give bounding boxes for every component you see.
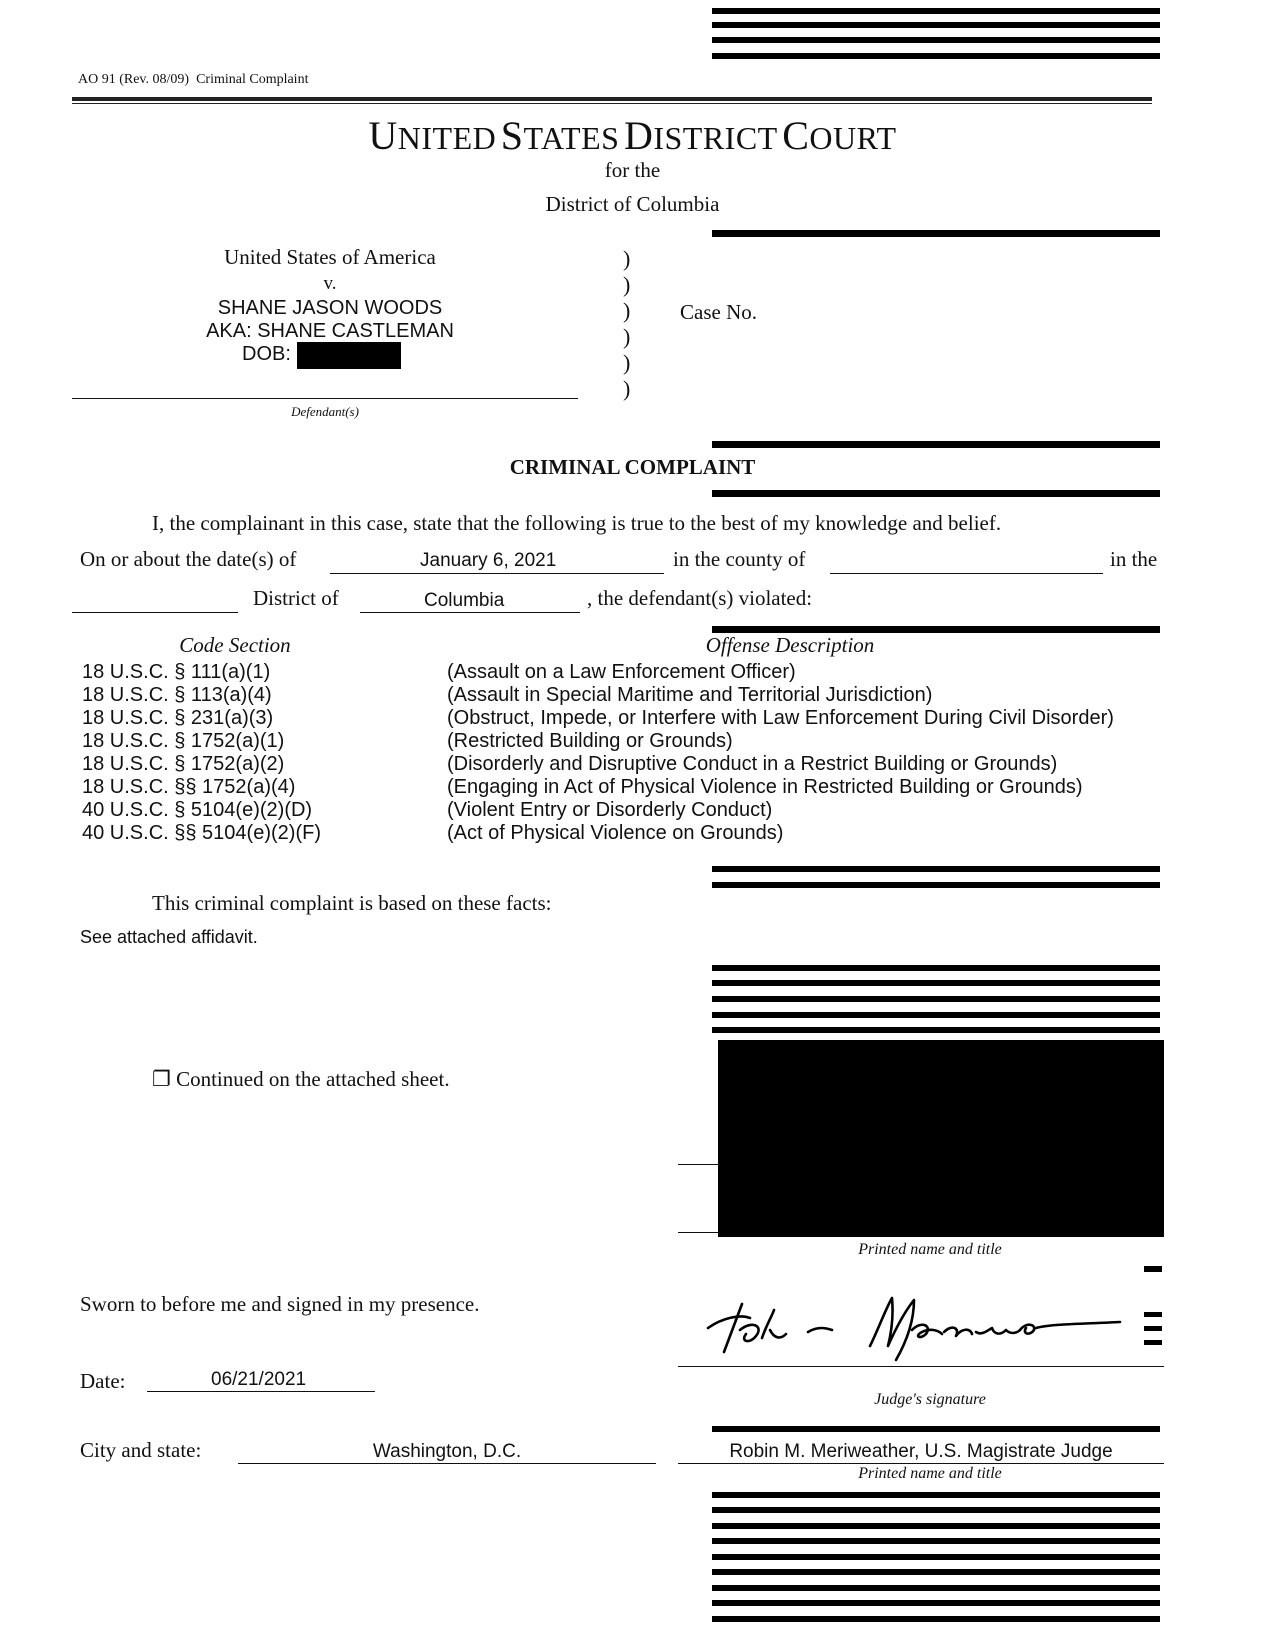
continued-checkbox[interactable]: ❐ <box>152 1067 171 1091</box>
offense-description: (Act of Physical Violence on Grounds) <box>447 822 784 844</box>
court-title <box>0 112 1265 159</box>
court-title-word: DISTRICT <box>623 113 778 158</box>
header-rule <box>72 103 1152 104</box>
redaction-mark <box>1144 1326 1162 1331</box>
district-prefix-rule <box>72 612 238 613</box>
code-section: 18 U.S.C. § 231(a)(3) <box>82 707 274 729</box>
court-title-word: STATES <box>500 113 620 158</box>
complainant-redaction <box>718 1040 1164 1237</box>
redaction-bar <box>712 1538 1160 1544</box>
offense-description: (Disorderly and Disruptive Conduct in a Restrict Building or Grounds) <box>447 753 1058 775</box>
header-rule <box>72 97 1152 101</box>
judge-printed-label: Printed name and title <box>858 1465 1002 1482</box>
district-field-rule <box>360 612 580 613</box>
redaction-bar <box>712 1569 1160 1575</box>
date-rule <box>147 1391 375 1392</box>
judge-signature-label: Judge's signature <box>874 1391 986 1408</box>
caption-paren: ) <box>623 376 631 401</box>
redaction-bar <box>712 1492 1160 1498</box>
date-value: 06/21/2021 <box>211 1369 307 1390</box>
judge-name-rule <box>678 1463 1164 1464</box>
case-no-label: Case No. <box>680 300 757 324</box>
sworn-statement: Sworn to before me and signed in my presence. <box>80 1292 480 1316</box>
code-section: 18 U.S.C. § 111(a)(1) <box>82 661 271 683</box>
redaction-bar <box>712 53 1160 59</box>
defendant-rule <box>72 398 578 399</box>
city-state-label: City and state: <box>80 1438 202 1462</box>
redaction-bar <box>712 626 1160 633</box>
district-name: District of Columbia <box>545 192 720 216</box>
offense-date: January 6, 2021 <box>420 550 557 571</box>
county-field-rule <box>830 573 1103 574</box>
complainant-printed-label: Printed name and title <box>858 1241 1002 1258</box>
date-field-rule <box>330 573 664 574</box>
redaction-bar <box>712 1616 1160 1622</box>
dob-redaction <box>297 342 401 369</box>
redaction-bar <box>712 1523 1160 1529</box>
offense-description-header: Offense Description <box>705 633 875 657</box>
judge-handwritten-signature <box>700 1290 1140 1370</box>
redaction-bar <box>712 1585 1160 1591</box>
dob-label: DOB: <box>242 343 291 365</box>
redaction-bar <box>712 1600 1160 1606</box>
defendant-label: Defendant(s) <box>291 404 359 419</box>
offense-description: (Assault on a Law Enforcement Officer) <box>447 661 796 683</box>
redaction-bar <box>712 1012 1160 1018</box>
violated-text: , the defendant(s) violated: <box>587 586 813 610</box>
redaction-bar <box>712 980 1160 986</box>
redaction-bar <box>712 866 1160 872</box>
plaintiff-name: United States of America <box>224 245 436 269</box>
form-id: AO 91 (Rev. 08/09) Criminal Complaint <box>78 72 309 87</box>
continued-label: Continued on the attached sheet. <box>176 1067 450 1091</box>
caption-paren: ) <box>623 324 631 349</box>
city-state-rule <box>238 1463 656 1464</box>
redaction-bar <box>712 1554 1160 1560</box>
defendant-aka: AKA: SHANE CASTLEMAN <box>206 320 454 342</box>
redaction-mark <box>1144 1266 1162 1272</box>
redaction-bar <box>712 490 1160 497</box>
redaction-mark <box>1144 1340 1162 1345</box>
court-title-word: COURT <box>782 113 897 158</box>
district-value: Columbia <box>424 590 505 611</box>
city-state-value: Washington, D.C. <box>372 1441 522 1462</box>
complainant-name-rule <box>678 1232 718 1233</box>
judge-printed-name: Robin M. Meriweather, U.S. Magistrate Judge <box>729 1441 1113 1462</box>
caption-paren: ) <box>623 298 631 323</box>
date-label: Date: <box>80 1369 126 1393</box>
district-label: District of <box>253 586 339 610</box>
offense-description: (Engaging in Act of Physical Violence in Restricted Building or Grounds) <box>447 776 1083 798</box>
code-section: 18 U.S.C. § 1752(a)(1) <box>82 730 285 752</box>
caption-paren: ) <box>623 350 631 375</box>
code-section: 18 U.S.C. §§ 1752(a)(4) <box>82 776 296 798</box>
county-label: in the county of <box>673 547 806 571</box>
code-section: 18 U.S.C. § 1752(a)(2) <box>82 753 285 775</box>
redaction-bar <box>712 8 1160 14</box>
date-prefix: On or about the date(s) of <box>80 547 297 571</box>
redaction-bar <box>712 1426 1160 1432</box>
for-the: for the <box>604 158 661 182</box>
offense-description: (Obstruct, Impede, or Interfere with Law Enforcement During Civil Disorder) <box>447 707 1114 729</box>
code-section-header: Code Section <box>179 633 291 657</box>
complaint-heading: CRIMINAL COMPLAINT <box>509 455 756 479</box>
redaction-bar <box>712 1027 1160 1033</box>
code-section: 40 U.S.C. § 5104(e)(2)(D) <box>82 799 313 821</box>
redaction-mark <box>1144 1312 1162 1317</box>
court-title-word: UNITED <box>368 113 497 158</box>
code-section: 18 U.S.C. § 113(a)(4) <box>82 684 272 706</box>
redaction-bar <box>712 441 1160 448</box>
redaction-bar <box>712 37 1160 43</box>
caption-paren: ) <box>623 272 631 297</box>
judge-signature-rule <box>678 1366 1164 1367</box>
redaction-bar <box>712 965 1160 971</box>
redaction-bar <box>712 882 1160 888</box>
redaction-bar <box>712 1507 1160 1513</box>
facts-intro: This criminal complaint is based on these facts: <box>152 891 552 915</box>
caption-paren: ) <box>623 246 631 271</box>
in-the: in the <box>1110 547 1158 571</box>
defendant-name: SHANE JASON WOODS <box>217 297 443 319</box>
offense-description: (Violent Entry or Disorderly Conduct) <box>447 799 773 821</box>
complainant-statement: I, the complainant in this case, state that the following is true to the best of my knowledge and belief. <box>152 511 1002 535</box>
code-section: 40 U.S.C. §§ 5104(e)(2)(F) <box>82 822 321 844</box>
offense-description: (Assault in Special Maritime and Territorial Jurisdiction) <box>447 684 933 706</box>
offense-description: (Restricted Building or Grounds) <box>447 730 733 752</box>
facts-text: See attached affidavit. <box>80 927 258 947</box>
versus: v. <box>323 273 337 294</box>
redaction-bar <box>712 22 1160 28</box>
continued-row <box>152 1067 450 1092</box>
complainant-signature-rule <box>678 1164 718 1165</box>
redaction-bar <box>712 996 1160 1002</box>
redaction-bar <box>712 230 1160 237</box>
